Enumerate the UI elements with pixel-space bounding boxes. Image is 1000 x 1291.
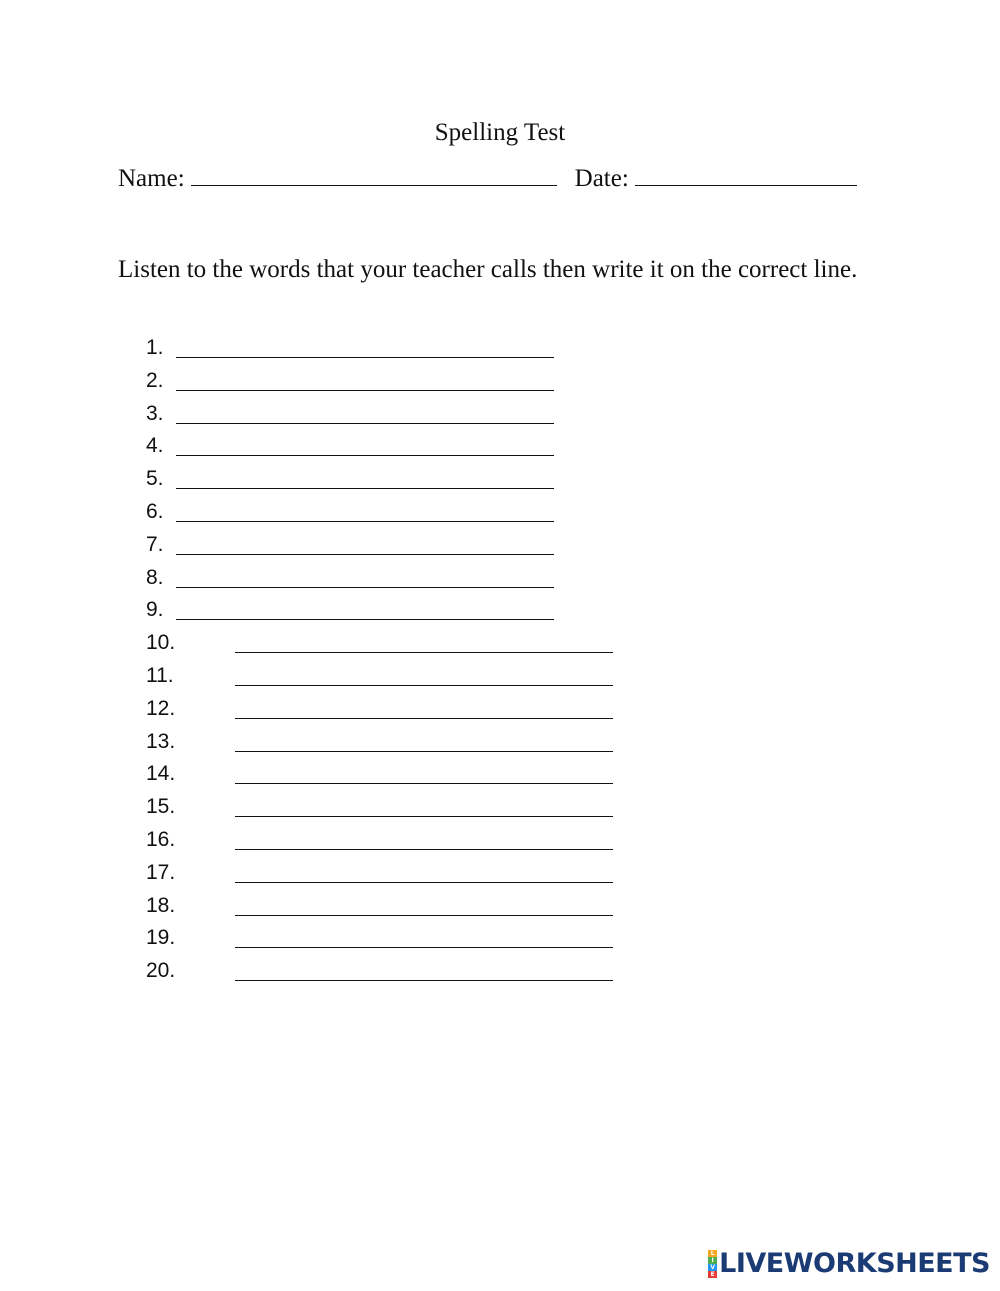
answer-line[interactable] bbox=[235, 915, 613, 916]
name-date-row bbox=[118, 163, 857, 195]
answer-line[interactable] bbox=[235, 816, 613, 817]
list-item bbox=[0, 366, 1000, 399]
list-item bbox=[0, 792, 1000, 825]
item-number: 6. bbox=[146, 499, 164, 523]
list-item bbox=[0, 530, 1000, 563]
list-item bbox=[0, 563, 1000, 596]
logo-blocks-icon bbox=[708, 1250, 717, 1278]
list-item bbox=[0, 333, 1000, 366]
list-item bbox=[0, 464, 1000, 497]
word-list bbox=[0, 333, 1000, 989]
item-number: 5. bbox=[146, 467, 164, 491]
list-item bbox=[0, 431, 1000, 464]
answer-line[interactable] bbox=[176, 455, 554, 456]
answer-line[interactable] bbox=[235, 783, 613, 784]
name-label: Name: bbox=[118, 165, 185, 192]
list-item bbox=[0, 825, 1000, 858]
item-number: 19. bbox=[146, 926, 176, 950]
logo-text: LIVEWORKSHEETS bbox=[719, 1248, 990, 1279]
logo-block: V bbox=[708, 1264, 717, 1271]
answer-line[interactable] bbox=[176, 587, 554, 588]
answer-line[interactable] bbox=[235, 751, 613, 752]
item-number: 7. bbox=[146, 532, 164, 556]
item-number: 15. bbox=[146, 795, 176, 819]
item-number: 10. bbox=[146, 631, 176, 655]
list-item bbox=[0, 727, 1000, 760]
item-number: 9. bbox=[146, 598, 164, 622]
answer-line[interactable] bbox=[176, 619, 554, 620]
answer-line[interactable] bbox=[235, 980, 613, 981]
item-number: 14. bbox=[146, 762, 176, 786]
item-number: 1. bbox=[146, 336, 164, 359]
date-label: Date: bbox=[574, 165, 629, 192]
item-number: 11. bbox=[146, 663, 174, 687]
list-item bbox=[0, 956, 1000, 989]
list-item bbox=[0, 661, 1000, 694]
answer-line[interactable] bbox=[235, 947, 613, 948]
list-item bbox=[0, 399, 1000, 432]
item-number: 3. bbox=[146, 401, 164, 425]
liveworksheets-logo bbox=[708, 1249, 990, 1279]
list-item bbox=[0, 759, 1000, 792]
answer-line[interactable] bbox=[235, 718, 613, 719]
logo-block: E bbox=[708, 1271, 717, 1278]
date-blank-line[interactable] bbox=[635, 163, 857, 186]
page-title: Spelling Test bbox=[434, 119, 566, 146]
list-item bbox=[0, 497, 1000, 530]
answer-line[interactable] bbox=[235, 685, 613, 686]
answer-line[interactable] bbox=[176, 554, 554, 555]
logo-block: I bbox=[708, 1257, 717, 1264]
item-number: 13. bbox=[146, 729, 176, 753]
item-number: 20. bbox=[146, 959, 176, 983]
answer-line[interactable] bbox=[176, 357, 554, 358]
answer-line[interactable] bbox=[176, 521, 554, 522]
item-number: 17. bbox=[146, 860, 176, 884]
list-item bbox=[0, 595, 1000, 628]
list-item bbox=[0, 923, 1000, 956]
item-number: 18. bbox=[146, 893, 176, 917]
list-item bbox=[0, 891, 1000, 924]
answer-line[interactable] bbox=[176, 423, 554, 424]
answer-line[interactable] bbox=[176, 390, 554, 391]
logo-block: L bbox=[708, 1250, 717, 1257]
item-number: 8. bbox=[146, 565, 164, 589]
answer-line[interactable] bbox=[235, 882, 613, 883]
item-number: 12. bbox=[146, 696, 176, 720]
item-number: 2. bbox=[146, 368, 164, 392]
answer-line[interactable] bbox=[235, 652, 613, 653]
item-number: 16. bbox=[146, 827, 176, 851]
instructions-text: Listen to the words that your teacher calls then write it on the correct line. bbox=[118, 256, 858, 283]
list-item bbox=[0, 628, 1000, 661]
answer-line[interactable] bbox=[235, 849, 613, 850]
item-number: 4. bbox=[146, 434, 164, 458]
list-item bbox=[0, 694, 1000, 727]
list-item bbox=[0, 858, 1000, 891]
name-blank-line[interactable] bbox=[191, 163, 557, 186]
answer-line[interactable] bbox=[176, 488, 554, 489]
